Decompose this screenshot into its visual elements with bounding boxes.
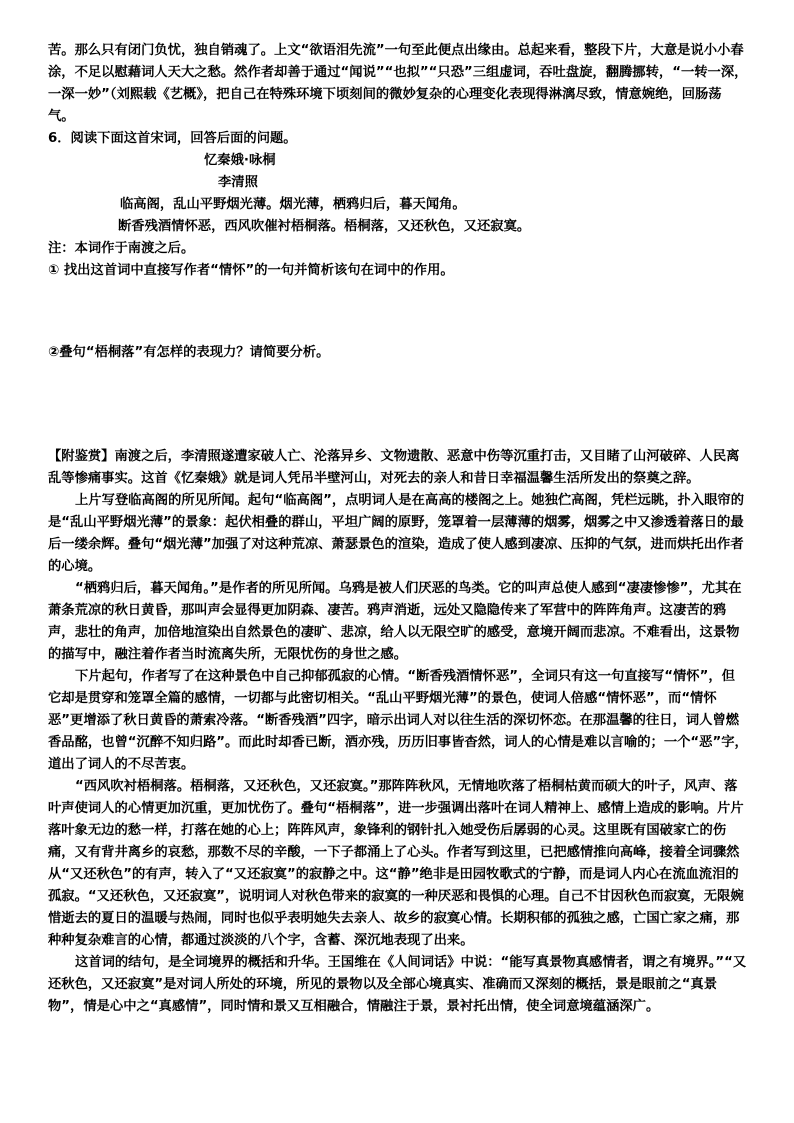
appreciation-paragraph-2: 上片写登临高阁的所见所闻。起句“临高阁”，点明词人是在高高的楼阁之上。她独伫高阁，凭栏远眺，扑入眼帘的是“乱山平野烟光薄”的景象：起伏相叠的群山，平坦广阔的原野，笼罩着一层薄薄的烟雾，烟雾之中又渗透着落日的最后一缕余辉。叠句“烟光薄”加强了对这种荒凉、萧瑟景色的渲染，造成了使人感到凄凉、压抑的气氛，进而烘托出作者的心境。 (48, 493, 745, 574)
appreciation-paragraph-1: 【附鉴赏】南渡之后，李清照遂遭家破人亡、沦落异乡、文物遗散、恶意中伤等沉重打击，又目睹了山河破碎、人民离乱等惨痛事实。这首《忆秦娥》就是词人凭吊半壁河山，对死去的亲人和昔日幸福温馨生活所发出的祭奠之辞。 (48, 449, 740, 486)
poem-author: 李清照 (218, 175, 258, 190)
poem-line-1: 临高阁，乱山平野烟光薄。烟光薄，栖鸦归后，暮天闻角。 (120, 197, 466, 212)
question-1: ① 找出这首词中直接写作者“情怀”的一句并简析该句在词中的作用。 (48, 263, 454, 278)
question-2: ②叠句“梧桐落”有怎样的表现力？请简要分析。 (48, 345, 330, 360)
poem-note: 注：本词作于南渡之后。 (48, 241, 195, 256)
appreciation-paragraph-6: 这首词的结句，是全词境界的概括和升华。王国维在《人间词话》中说：“能写真景物真感情者，谓之有境界。”“又还秋色，又还寂寞”是对词人所处的环境，所见的景物以及全部心境真实、准确而又深刻的概括，景是眼前之“真景物”，情是心中之“真感情”，同时情和景又互相融合，情融注于景，景衬托出情，使全词意境蕴涵深广。 (48, 955, 747, 1014)
answer-space-2 (48, 364, 748, 446)
appreciation-paragraph-5: “西风吹衬梧桐落。梧桐落，又还秋色，又还寂寞。”那阵阵秋风，无情地吹落了梧桐枯黄而硕大的叶子，风声、落叶声使词人的心情更加沉重，更加忧伤了。叠句“梧桐落”，进一步强调出落叶在词人精神上、感情上造成的影响。片片落叶象无边的愁一样，打落在她的心上；阵阵风声，象锋利的钢针扎入她受伤后孱弱的心灵。这里既有国破家亡的伤痛，又有背井离乡的哀愁，那数不尽的辛酸，一下子都涌上了心头。作者写到这里，已把感情推向高峰，接着全词骤然从“又还秋色”的有声，转入了“又还寂寞”的寂静之中。这“静”绝非是田园牧歌式的宁静，而是词人内心在流血流泪的孤寂。“又还秋色，又还寂寞”，说明词人对秋色带来的寂寞的一种厌恶和畏惧的心理。自己不甘因秋色而寂寞，无限婉惜逝去的夏日的温暖与热闹，同时也似乎表明她失去亲人、故乡的寂寞心情。长期积郁的孤独之感，亡国亡家之痛，那种种复杂难言的心情，都通过淡淡的八个字，含蓄、深沉地表现了出来。 (48, 779, 744, 948)
appreciation-paragraph-3: “栖鸦归后，暮天闻角。”是作者的所见所闻。乌鸦是被人们厌恶的鸟类。它的叫声总使人感到“凄凄惨惨”，尤其在萧条荒凉的秋日黄昏，那叫声会显得更加阴森、凄苦。鸦声消逝，远处又隐隐传来了军营中的阵阵角声。这凄苦的鸦声，悲壮的角声，加倍地渲染出自然景色的凄旷、悲凉，给人以无限空旷的感受，意境开阔而悲凉。不难看出，这景物的描写中，融注着作者当时流离失所，无限忧伤的身世之感。 (48, 581, 742, 662)
question-header: 6．阅读下面这首宋词，回答后面的问题。 (48, 131, 297, 146)
answer-space-1 (48, 282, 748, 342)
document-page (48, 40, 748, 1018)
poem-line-2: 断香残酒情怀恶，西风吹催衬梧桐落。梧桐落，又还秋色，又还寂寞。 (118, 219, 531, 234)
appreciation-paragraph-4: 下片起句，作者写了在这种景色中自己抑郁孤寂的心情。“断香残酒情怀恶”，全词只有这一句直接写“情怀”，但它却是贯穿和笼罩全篇的感情，一切都与此密切相关。“乱山平野烟光薄”的景色，使词人倍感“情怀恶”，而“情怀恶”更增添了秋日黄昏的萧索冷落。“断香残酒”四字，暗示出词人对以往生活的深切怀恋。在那温馨的往日，词人曾燃香品酩，也曾“沉醉不知归路”。而此时却香已断，酒亦残，历历旧事皆杳然，词人的心情是难以言喻的；一个“恶”字，道出了词人的不尽苦衷。 (48, 669, 748, 772)
intro-paragraph: 苦。那么只有闭门负忧，独自销魂了。上文“欲语泪先流”一句至此便点出缘由。总起来看，整段下片，大意是说小小春涂，不足以慰藉词人天大之愁。然作者却善于通过“闻说”“也拟”“只恐”三组虚词，吞吐盘旋，翻腾挪转，“一转一深，一深一妙”（刘熙载《艺概》，把自己在特殊环境下顷刻间的微妙复杂的心理变化表现得淋漓尽致，情意婉绝，回肠荡气。 (48, 43, 748, 124)
poem-title: 忆秦娥·咏桐 (204, 153, 276, 168)
